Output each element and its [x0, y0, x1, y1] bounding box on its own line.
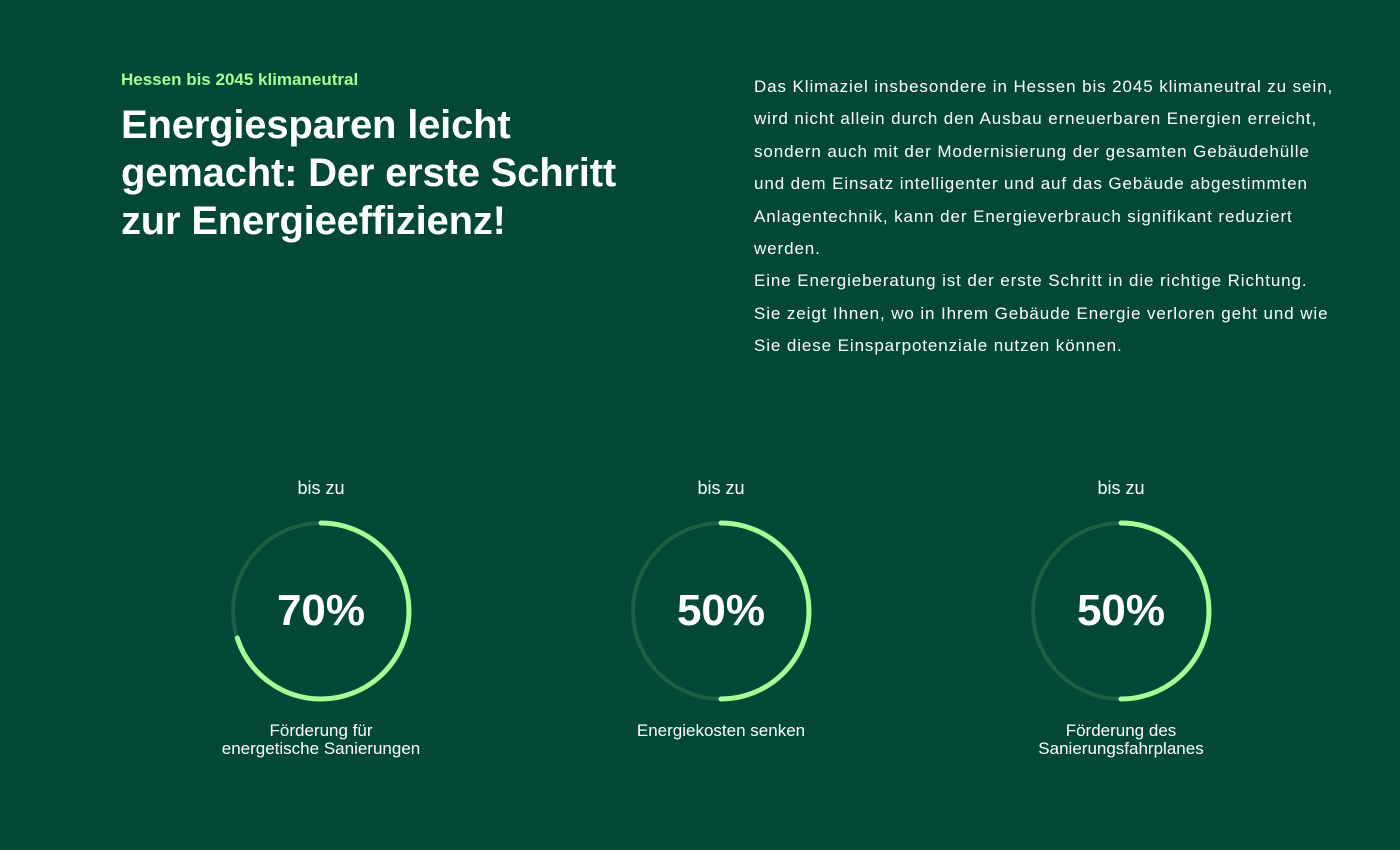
stat-item [191, 470, 451, 758]
progress-ring [229, 519, 413, 703]
progress-ring [629, 519, 813, 703]
stat-prefix: bis zu [697, 478, 745, 498]
stat-caption: Energiekosten senken [636, 721, 806, 740]
headline: Energiesparen leicht gemacht: Der erste Schritt zur Energieeffizienz! [121, 103, 616, 243]
stat-value: 50% [676, 586, 766, 635]
stat-caption: Förderung für energetische Sanierungen [221, 721, 421, 758]
stat-prefix: bis zu [297, 478, 345, 498]
stat-prefix: bis zu [1097, 478, 1145, 498]
intro-paragraph: Das Klimaziel insbesondere in Hessen bis 2045 klimaneutral zu sein, wird nicht allein durch den Ausbau erneuerbaren Energien erreicht, sondern auch mit der Modernisierung der gesamten Gebäudehülle und dem Einsatz intelligenter und auf das Gebäude abgestimmten Anlagentechnik, kann der Energieverbrauch signifikant reduziert werden. [754, 77, 1334, 259]
stat-item [991, 470, 1251, 758]
intro-paragraph: Eine Energieberatung ist der erste Schritt in die richtige Richtung. Sie zeigt Ihnen, wo in Ihrem Gebäude Energie verloren geht und wie Sie diese Einsparpotenziale nutzen können. [754, 271, 1329, 356]
stats-row [0, 470, 1400, 810]
intro-text [754, 71, 1334, 363]
stat-value: 50% [1076, 586, 1166, 635]
eyebrow-label: Hessen bis 2045 klimaneutral [121, 70, 359, 89]
progress-ring [1029, 519, 1213, 703]
stat-item [591, 470, 851, 740]
stat-caption: Förderung des Sanierungsfahrplanes [1038, 721, 1204, 758]
stat-value: 70% [276, 586, 366, 635]
